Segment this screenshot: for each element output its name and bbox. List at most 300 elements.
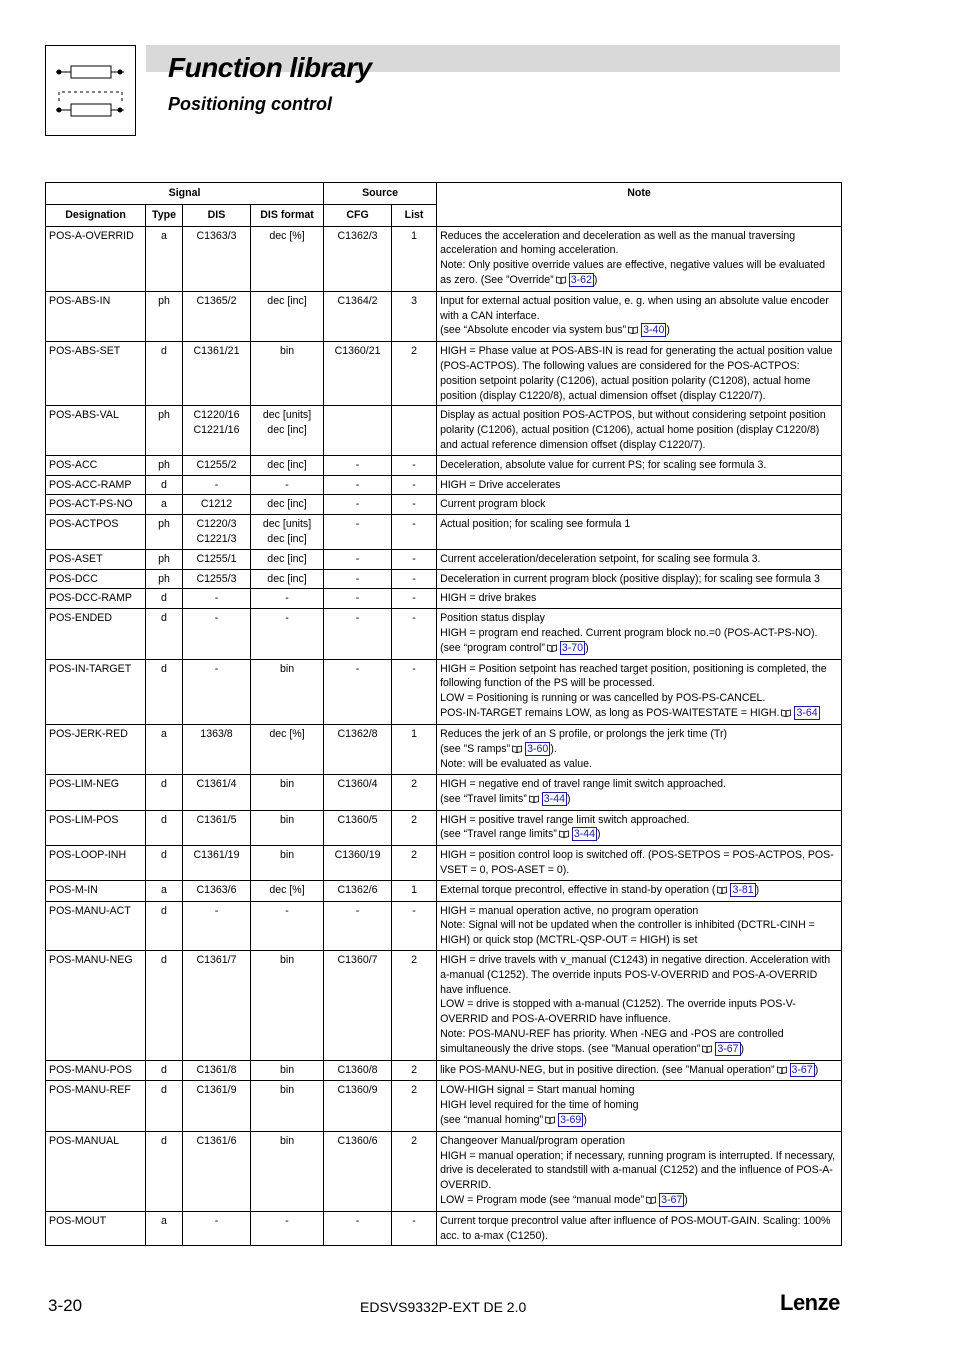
cell-note xyxy=(437,549,842,569)
note-paragraph xyxy=(440,1134,838,1149)
cell-list: - xyxy=(392,515,437,550)
cell-list: - xyxy=(392,609,437,659)
cell-list: - xyxy=(392,475,437,495)
cell-list: - xyxy=(392,455,437,475)
cell-cfg: - xyxy=(324,495,392,515)
note-paragraph xyxy=(440,517,838,532)
cell-cfg: - xyxy=(324,609,392,659)
column-header-dis-format: DIS format xyxy=(251,204,324,226)
cell-designation: POS-DCC-RAMP xyxy=(46,589,146,609)
cell-dis-format: bin xyxy=(251,1060,324,1081)
cell-type: d xyxy=(146,775,183,811)
note-text: Actual position; for scaling see formula 1 xyxy=(440,518,631,531)
cell-list: 2 xyxy=(392,1081,437,1131)
cell-designation: POS-LOOP-INH xyxy=(46,846,146,881)
book-icon xyxy=(781,708,791,719)
cell-dis-format: dec [%] xyxy=(251,226,324,291)
cell-type: d xyxy=(146,475,183,495)
cell-designation: POS-MOUT xyxy=(46,1211,146,1246)
cell-type: d xyxy=(146,609,183,659)
cell-list: 2 xyxy=(392,342,437,406)
table-group-header-row xyxy=(46,183,842,205)
cell-designation: POS-ACTPOS xyxy=(46,515,146,550)
cell-type: a xyxy=(146,724,183,774)
cell-dis: C1255/1 xyxy=(183,549,251,569)
cell-note xyxy=(437,406,842,455)
cell-list: - xyxy=(392,569,437,589)
note-paragraph xyxy=(440,883,838,899)
page-reference-link[interactable]: 3-60 xyxy=(527,742,549,755)
note-text: HIGH = position control loop is switched off. (POS-SETPOS = POS-ACTPOS, POS-VSET = 0, POS-ASET = 0). xyxy=(440,849,834,877)
note-text-suffix: ) xyxy=(740,1042,745,1055)
column-header-type: Type xyxy=(146,204,183,226)
page-reference-link[interactable]: 3-44 xyxy=(573,828,596,841)
note-paragraph xyxy=(440,777,838,792)
cell-type: d xyxy=(146,1081,183,1131)
cell-list: 2 xyxy=(392,810,437,846)
cell-note xyxy=(437,724,842,774)
note-text: (see ”S ramps” xyxy=(440,742,511,755)
cell-designation: POS-LIM-POS xyxy=(46,810,146,846)
cell-dis-format: bin xyxy=(251,1131,324,1211)
book-icon xyxy=(556,275,566,286)
cell-list: 3 xyxy=(392,291,437,341)
cell-dis: C1361/5 xyxy=(183,810,251,846)
table-row xyxy=(46,901,842,950)
note-text: HIGH level required for the time of homing xyxy=(440,1099,639,1112)
table-row xyxy=(46,659,842,724)
table-row xyxy=(46,569,842,589)
cell-designation: POS-M-IN xyxy=(46,880,146,901)
cell-cfg: - xyxy=(324,659,392,724)
note-paragraph xyxy=(440,641,838,657)
cell-dis: - xyxy=(183,1211,251,1246)
cell-designation: POS-ACC-RAMP xyxy=(46,475,146,495)
cell-note xyxy=(437,775,842,811)
cell-cfg: - xyxy=(324,515,392,550)
cell-note xyxy=(437,342,842,406)
note-paragraph xyxy=(440,1113,838,1129)
note-paragraph xyxy=(440,904,838,919)
table-row xyxy=(46,609,842,659)
cell-type: d xyxy=(146,589,183,609)
cell-dis-format: - xyxy=(251,589,324,609)
note-paragraph xyxy=(440,1214,838,1244)
cell-designation: POS-MANU-NEG xyxy=(46,951,146,1061)
table-row xyxy=(46,775,842,811)
page-reference-link[interactable]: 3-70 xyxy=(561,641,584,654)
table-row xyxy=(46,724,842,774)
note-paragraph xyxy=(440,662,838,692)
note-paragraph xyxy=(440,706,838,722)
book-icon xyxy=(512,744,522,755)
cell-designation: POS-MANUAL xyxy=(46,1131,146,1211)
cell-dis: C1361/21 xyxy=(183,342,251,406)
page-title: Function library xyxy=(168,52,372,83)
cell-designation: POS-MANU-REF xyxy=(46,1081,146,1131)
cell-cfg: C1360/7 xyxy=(324,951,392,1061)
cell-dis-format: bin xyxy=(251,775,324,811)
table-row xyxy=(46,846,842,881)
cell-type: ph xyxy=(146,291,183,341)
table-row xyxy=(46,1211,842,1246)
cell-designation: POS-ABS-VAL xyxy=(46,406,146,455)
note-text: Note: Only positive override values are effective, negative values will be evaluated as zero. (See ”Override” xyxy=(440,259,825,286)
cell-dis: C1365/2 xyxy=(183,291,251,341)
cell-dis-format: - xyxy=(251,901,324,950)
note-text: Current torque precontrol value after influence of POS-MOUT-GAIN. Scaling: 100% acc. to a-max (C1250). xyxy=(440,1214,831,1242)
cell-type: d xyxy=(146,951,183,1061)
note-paragraph xyxy=(440,552,838,567)
function-block-icon xyxy=(46,46,135,135)
note-text: Reduces the jerk of an S profile, or prolongs the jerk time (Tr) xyxy=(440,727,727,740)
note-text-suffix: ). xyxy=(550,742,557,755)
note-text: like POS-MANU-NEG, but in positive direction. (see ”Manual operation” xyxy=(440,1063,775,1076)
cell-cfg: C1362/6 xyxy=(324,880,392,901)
book-icon xyxy=(702,1044,712,1055)
cell-designation: POS-LIM-NEG xyxy=(46,775,146,811)
note-text: Input for external actual position value, e. g. when using an absolute value encoder with a CAN interface. xyxy=(440,294,829,322)
cell-dis-format: - xyxy=(251,1211,324,1246)
cell-dis-format: dec [inc] xyxy=(251,495,324,515)
cell-designation: POS-IN-TARGET xyxy=(46,659,146,724)
cell-dis-format: dec [units] dec [inc] xyxy=(251,406,324,455)
cell-dis-format: - xyxy=(251,609,324,659)
cell-list: 2 xyxy=(392,775,437,811)
cell-designation: POS-MANU-ACT xyxy=(46,901,146,950)
note-text: (see “Travel limits” xyxy=(440,792,527,805)
cell-cfg: - xyxy=(324,1211,392,1246)
cell-cfg: - xyxy=(324,901,392,950)
cell-dis: C1361/9 xyxy=(183,1081,251,1131)
cell-cfg: C1362/3 xyxy=(324,226,392,291)
cell-note xyxy=(437,515,842,550)
cell-dis-format: dec [units] dec [inc] xyxy=(251,515,324,550)
cell-dis: C1220/3 C1221/3 xyxy=(183,515,251,550)
cell-type: ph xyxy=(146,406,183,455)
cell-list: - xyxy=(392,1211,437,1246)
cell-type: d xyxy=(146,901,183,950)
note-text: (see “Travel range limits” xyxy=(440,828,557,841)
page-reference-link[interactable]: 3-67 xyxy=(661,1194,683,1207)
note-paragraph xyxy=(440,953,838,997)
cell-list: 2 xyxy=(392,846,437,881)
cell-note xyxy=(437,1081,842,1131)
note-paragraph xyxy=(440,1063,838,1079)
book-icon xyxy=(545,1115,555,1126)
note-paragraph xyxy=(440,294,838,324)
cell-designation: POS-DCC xyxy=(46,569,146,589)
cell-type: a xyxy=(146,226,183,291)
note-paragraph xyxy=(440,742,838,758)
cell-dis-format: bin xyxy=(251,846,324,881)
note-text: LOW-HIGH signal = Start manual homing xyxy=(440,1084,635,1097)
note-text: POS-IN-TARGET remains LOW, as long as POS-WAITESTATE = HIGH. xyxy=(440,706,780,719)
table-row xyxy=(46,1081,842,1131)
book-icon xyxy=(529,794,539,805)
cell-note xyxy=(437,1211,842,1246)
cell-dis: C1363/6 xyxy=(183,880,251,901)
cell-cfg: - xyxy=(324,589,392,609)
note-paragraph xyxy=(440,827,838,843)
cell-designation: POS-ENDED xyxy=(46,609,146,659)
note-paragraph xyxy=(440,229,838,259)
note-paragraph xyxy=(440,626,838,641)
cell-note xyxy=(437,589,842,609)
note-text-suffix: ) xyxy=(597,828,601,841)
cell-type: ph xyxy=(146,455,183,475)
signal-group-header: Signal xyxy=(46,183,324,205)
page-reference-link[interactable]: 3-64 xyxy=(796,706,818,719)
cell-dis: - xyxy=(183,901,251,950)
page-reference-link[interactable]: 3-81 xyxy=(732,883,754,896)
page-reference-link[interactable]: 3-67 xyxy=(717,1042,739,1055)
table-row xyxy=(46,495,842,515)
cell-type: a xyxy=(146,880,183,901)
cell-cfg: C1360/21 xyxy=(324,342,392,406)
page-subtitle: Positioning control xyxy=(168,94,332,114)
note-paragraph xyxy=(440,848,838,878)
cell-note xyxy=(437,659,842,724)
cell-type: d xyxy=(146,659,183,724)
page-reference-link[interactable]: 3-67 xyxy=(791,1063,813,1076)
cell-dis-format: dec [inc] xyxy=(251,569,324,589)
cell-type: d xyxy=(146,1060,183,1081)
note-paragraph xyxy=(440,727,838,742)
cell-list: 2 xyxy=(392,1131,437,1211)
note-text: (see “manual homing” xyxy=(440,1114,544,1127)
cell-designation: POS-ACC xyxy=(46,455,146,475)
cell-list: - xyxy=(392,495,437,515)
note-paragraph xyxy=(440,1149,838,1193)
note-text: LOW = Positioning is running or was cancelled by POS-PS-CANCEL. xyxy=(440,692,766,705)
note-text: HIGH = drive travels with v_manual (C1243) in negative direction. Acceleration with a-manual (C1252). The override inputs POS-V-OVERRID and POS-A-OVERRID have influence. xyxy=(440,954,831,996)
cell-dis-format: bin xyxy=(251,810,324,846)
table-row xyxy=(46,406,842,455)
cell-note xyxy=(437,609,842,659)
cell-note xyxy=(437,846,842,881)
note-text: HIGH = drive brakes xyxy=(440,592,537,605)
table-row xyxy=(46,810,842,846)
cell-dis-format: bin xyxy=(251,342,324,406)
note-paragraph xyxy=(440,997,838,1027)
note-text-suffix: ) xyxy=(814,1063,819,1076)
page-reference-link[interactable]: 3-44 xyxy=(543,792,565,805)
note-text: Changeover Manual/program operation xyxy=(440,1134,625,1147)
note-text: HIGH = manual operation active, no program operation xyxy=(440,904,699,917)
cell-dis: C1361/7 xyxy=(183,951,251,1061)
note-paragraph xyxy=(440,813,838,828)
note-paragraph xyxy=(440,258,838,289)
cell-type: a xyxy=(146,495,183,515)
cell-dis-format: dec [%] xyxy=(251,724,324,774)
note-paragraph xyxy=(440,572,838,587)
table-row xyxy=(46,475,842,495)
note-text: HIGH = positive travel range limit switch approached. xyxy=(440,813,690,826)
cell-note xyxy=(437,810,842,846)
document-id: EDSVS9332P-EXT DE 2.0 xyxy=(360,1299,527,1315)
note-paragraph xyxy=(440,478,838,493)
signal-table xyxy=(45,182,842,1246)
page-reference-link[interactable]: 3-69 xyxy=(560,1114,582,1127)
table-row xyxy=(46,1131,842,1211)
book-icon xyxy=(547,643,557,654)
note-text: Reduces the acceleration and deceleration as well as the manual traversing acceleration and homing acceleration. xyxy=(440,229,796,257)
cell-dis-format: dec [inc] xyxy=(251,549,324,569)
cell-dis-format: bin xyxy=(251,1081,324,1131)
column-header-designation: Designation xyxy=(46,204,146,226)
note-text: LOW = drive is stopped with a-manual (C1252). The override inputs POS-V-OVERRID and POS-A-OVERRID have influence. xyxy=(440,998,796,1026)
column-header-dis: DIS xyxy=(183,204,251,226)
cell-dis: C1361/4 xyxy=(183,775,251,811)
cell-note xyxy=(437,951,842,1061)
cell-list: - xyxy=(392,659,437,724)
note-text: HIGH = program end reached. Current program block no.=0 (POS-ACT-PS-NO). xyxy=(440,626,818,639)
cell-type: d xyxy=(146,1131,183,1211)
table-body xyxy=(46,226,842,1246)
cell-type: d xyxy=(146,846,183,881)
cell-dis-format: dec [inc] xyxy=(251,291,324,341)
cell-dis: C1361/8 xyxy=(183,1060,251,1081)
note-text: (see “program control” xyxy=(440,641,545,654)
note-paragraph xyxy=(440,497,838,512)
cell-dis: - xyxy=(183,659,251,724)
cell-cfg: - xyxy=(324,549,392,569)
table-row xyxy=(46,291,842,341)
cell-type: ph xyxy=(146,549,183,569)
book-icon xyxy=(559,829,569,840)
cell-list: 2 xyxy=(392,951,437,1061)
note-text-suffix: ) xyxy=(583,1114,587,1127)
source-group-header: Source xyxy=(324,183,437,205)
cell-cfg: - xyxy=(324,455,392,475)
cell-note xyxy=(437,901,842,950)
cell-note xyxy=(437,291,842,341)
cell-cfg: C1360/8 xyxy=(324,1060,392,1081)
cell-dis: - xyxy=(183,609,251,659)
cell-cfg: - xyxy=(324,475,392,495)
cell-type: a xyxy=(146,1211,183,1246)
cell-designation: POS-ACT-PS-NO xyxy=(46,495,146,515)
cell-list xyxy=(392,406,437,455)
note-text: HIGH = negative end of travel range limit switch approached. xyxy=(440,778,726,791)
table-row xyxy=(46,342,842,406)
note-text: HIGH = Drive accelerates xyxy=(440,478,561,491)
note-paragraph xyxy=(440,591,838,606)
note-text: External torque precontrol, effective in stand-by operation ( xyxy=(440,883,716,896)
cell-dis-format: dec [%] xyxy=(251,880,324,901)
page-number: 3-20 xyxy=(48,1296,83,1315)
note-header: Note xyxy=(437,183,842,227)
cell-note xyxy=(437,475,842,495)
cell-note xyxy=(437,455,842,475)
cell-dis: - xyxy=(183,475,251,495)
note-paragraph xyxy=(440,408,838,452)
note-paragraph xyxy=(440,757,838,772)
cell-dis-format: bin xyxy=(251,951,324,1061)
note-text: Current program block xyxy=(440,498,546,511)
cell-cfg: C1360/4 xyxy=(324,775,392,811)
note-text-suffix: ) xyxy=(684,1194,688,1207)
cell-note xyxy=(437,880,842,901)
note-paragraph xyxy=(440,792,838,808)
note-text: Note: Signal will not be updated when the controller is inhibited (DCTRL-CINH = HIGH) or quick stop (MCTRL-QSP-OUT = HIGH) is set xyxy=(440,919,815,947)
cell-list: 1 xyxy=(392,226,437,291)
cell-cfg: C1360/9 xyxy=(324,1081,392,1131)
cell-dis: C1220/16 C1221/16 xyxy=(183,406,251,455)
cell-designation: POS-ABS-IN xyxy=(46,291,146,341)
note-paragraph xyxy=(440,323,838,339)
cell-note xyxy=(437,569,842,589)
cell-dis: 1363/8 xyxy=(183,724,251,774)
cell-dis-format: dec [inc] xyxy=(251,455,324,475)
page-reference-link[interactable]: 3-40 xyxy=(643,324,665,337)
note-text: Deceleration, absolute value for current PS; for scaling see formula 3. xyxy=(440,458,767,471)
cell-dis: C1255/2 xyxy=(183,455,251,475)
cell-designation: POS-A-OVERRID xyxy=(46,226,146,291)
note-paragraph xyxy=(440,1083,838,1098)
cell-dis: - xyxy=(183,589,251,609)
cell-designation: POS-ABS-SET xyxy=(46,342,146,406)
cell-list: - xyxy=(392,901,437,950)
table-row xyxy=(46,226,842,291)
cell-designation: POS-ASET xyxy=(46,549,146,569)
note-text: HIGH = Phase value at POS-ABS-IN is read for generating the actual position value (POS-ACTPOS). The following values are considered for the POS-ACTPOS: position setpoint polarity (C1206), actual position polarity (C1208), actual home position (display C1220/8), actual dimension offset (display C1220/7). xyxy=(440,345,833,402)
cell-cfg: - xyxy=(324,569,392,589)
cell-cfg: C1360/5 xyxy=(324,810,392,846)
note-text: Note: will be evaluated as value. xyxy=(440,758,592,771)
note-paragraph xyxy=(440,1098,838,1113)
note-text: (see “Absolute encoder via system bus” xyxy=(440,324,627,337)
note-paragraph xyxy=(440,344,838,403)
page-reference-link[interactable]: 3-62 xyxy=(570,273,592,286)
note-text-suffix: ) xyxy=(585,641,589,654)
cell-list: 1 xyxy=(392,724,437,774)
book-icon xyxy=(777,1065,787,1076)
function-block-logo xyxy=(45,45,136,136)
cell-list: 1 xyxy=(392,880,437,901)
table-row xyxy=(46,549,842,569)
note-text-suffix: ) xyxy=(593,273,598,286)
cell-type: d xyxy=(146,342,183,406)
cell-cfg: C1364/2 xyxy=(324,291,392,341)
note-paragraph xyxy=(440,1027,838,1058)
note-paragraph xyxy=(440,1193,838,1209)
cell-list: 2 xyxy=(392,1060,437,1081)
note-text: Current acceleration/deceleration setpoint, for scaling see formula 3. xyxy=(440,552,761,565)
cell-type: ph xyxy=(146,569,183,589)
table-row xyxy=(46,515,842,550)
cell-designation: POS-MANU-POS xyxy=(46,1060,146,1081)
cell-list: - xyxy=(392,549,437,569)
cell-cfg: C1362/8 xyxy=(324,724,392,774)
cell-note xyxy=(437,1060,842,1081)
note-text: Display as actual position POS-ACTPOS, but without considering setpoint position polarity (C1206), actual position (C1206), actual home position (display C1220/8) and actual reference dimension offset (display C1220/7). xyxy=(440,409,826,451)
cell-note xyxy=(437,1131,842,1211)
cell-designation: POS-JERK-RED xyxy=(46,724,146,774)
table-row xyxy=(46,951,842,1061)
column-header-list: List xyxy=(392,204,437,226)
cell-note xyxy=(437,226,842,291)
table-row xyxy=(46,1060,842,1081)
cell-cfg: C1360/19 xyxy=(324,846,392,881)
note-text-suffix: ) xyxy=(566,792,571,805)
cell-dis: C1361/19 xyxy=(183,846,251,881)
note-paragraph xyxy=(440,611,838,626)
cell-dis: C1255/3 xyxy=(183,569,251,589)
brand-logo: Lenze xyxy=(780,1290,840,1315)
table-row xyxy=(46,455,842,475)
